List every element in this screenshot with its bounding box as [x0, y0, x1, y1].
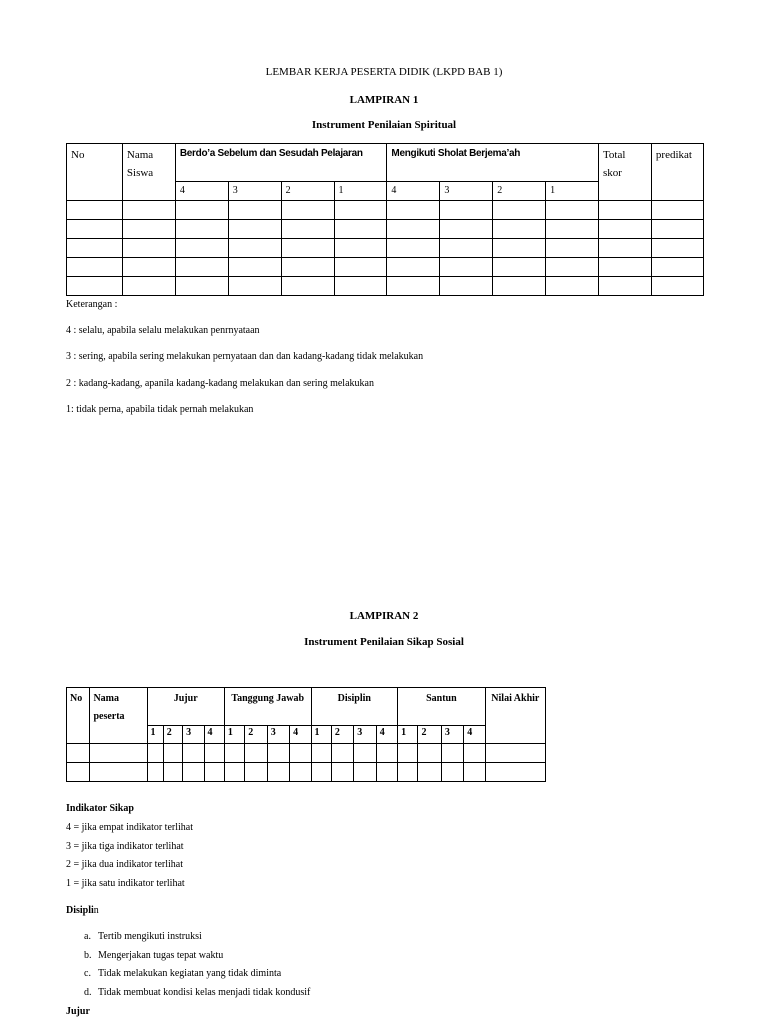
table-cell[interactable] [598, 277, 651, 296]
score-cell: 2 [418, 726, 441, 744]
table-cell[interactable] [387, 258, 440, 277]
table-cell[interactable] [546, 277, 599, 296]
header-nilai-akhir: Nilai Akhir [485, 688, 545, 744]
score-cell: 4 [204, 726, 224, 744]
table-cell[interactable] [598, 201, 651, 220]
table-cell[interactable] [464, 763, 485, 782]
header-total-skor: Total skor [598, 144, 651, 201]
table-row [67, 763, 546, 782]
table-cell[interactable] [267, 763, 289, 782]
table-cell[interactable] [441, 763, 463, 782]
table-cell[interactable] [204, 744, 224, 763]
table-row [67, 201, 704, 220]
table-cell[interactable] [441, 744, 463, 763]
list-marker: c. [84, 968, 91, 979]
table-cell[interactable] [546, 258, 599, 277]
list-text: Tertib mengikuti instruksi [98, 931, 202, 942]
table-cell[interactable] [281, 277, 334, 296]
table-cell[interactable] [546, 239, 599, 258]
score-cell: 4 [175, 182, 228, 201]
table-cell[interactable] [228, 220, 281, 239]
table-cell[interactable] [354, 744, 376, 763]
table-cell[interactable] [281, 258, 334, 277]
table-cell[interactable] [546, 220, 599, 239]
table-cell[interactable] [546, 201, 599, 220]
indikator-item: 1 = jika satu indikator terlihat [66, 878, 185, 889]
jujur-heading: Jujur [66, 1006, 90, 1017]
table-cell[interactable] [334, 239, 387, 258]
table-cell[interactable] [493, 258, 546, 277]
table-cell[interactable] [334, 220, 387, 239]
list-marker: a. [84, 931, 91, 942]
score-cell: 3 [440, 182, 493, 201]
table-cell[interactable] [493, 220, 546, 239]
table-cell[interactable] [183, 763, 204, 782]
score-cell: 2 [163, 726, 182, 744]
table-cell[interactable] [493, 277, 546, 296]
score-cell: 2 [493, 182, 546, 201]
disiplin-heading-bold: Disipli [66, 905, 94, 916]
table-cell[interactable] [90, 744, 147, 763]
table-cell[interactable] [440, 258, 493, 277]
score-cell: 3 [441, 726, 463, 744]
table-cell[interactable] [290, 763, 311, 782]
score-cell: 1 [546, 182, 599, 201]
score-cell: 3 [228, 182, 281, 201]
table-row [67, 744, 546, 763]
table-cell[interactable] [651, 258, 703, 277]
table-cell[interactable] [175, 201, 228, 220]
table-cell[interactable] [224, 763, 244, 782]
table-cell[interactable] [387, 201, 440, 220]
table-cell[interactable] [440, 239, 493, 258]
keterangan-item: 1: tidak perna, apabila tidak pernah melakukan [66, 404, 254, 415]
table-row [67, 258, 704, 277]
table-cell[interactable] [67, 763, 90, 782]
list-marker: b. [84, 950, 92, 961]
score-cell: 1 [398, 726, 418, 744]
table-cell[interactable] [67, 277, 123, 296]
list-item [84, 987, 310, 998]
score-cell: 3 [267, 726, 289, 744]
table-cell[interactable] [598, 239, 651, 258]
disiplin-heading-rest: n [93, 905, 99, 916]
indikator-item: 4 = jika empat indikator terlihat [66, 822, 193, 833]
table-cell[interactable] [122, 239, 175, 258]
header-disiplin: Disiplin [311, 688, 398, 726]
table-cell[interactable] [376, 763, 397, 782]
header-nama-siswa: Nama Siswa [122, 144, 175, 201]
table-cell[interactable] [67, 239, 123, 258]
table-cell[interactable] [163, 763, 182, 782]
keterangan-item: 2 : kadang-kadang, apanila kadang-kadang melakukan dan sering melakukan [66, 378, 374, 389]
lampiran2-subtitle: Instrument Penilaian Sikap Sosial [304, 636, 464, 648]
table-cell[interactable] [228, 239, 281, 258]
table-cell[interactable] [651, 201, 703, 220]
table-cell[interactable] [418, 744, 441, 763]
table-cell[interactable] [398, 763, 418, 782]
document-title: LEMBAR KERJA PESERTA DIDIK (LKPD BAB 1) [265, 66, 503, 78]
table-cell[interactable] [331, 763, 353, 782]
table-cell[interactable] [651, 220, 703, 239]
table-cell[interactable] [485, 763, 545, 782]
table-cell[interactable] [334, 201, 387, 220]
table-cell[interactable] [228, 258, 281, 277]
table-cell[interactable] [651, 277, 703, 296]
list-marker: d. [84, 987, 92, 998]
table-cell[interactable] [651, 239, 703, 258]
table-cell[interactable] [387, 220, 440, 239]
table-cell[interactable] [245, 744, 267, 763]
table-cell[interactable] [163, 744, 182, 763]
table-cell[interactable] [147, 763, 163, 782]
score-cell: 1 [334, 182, 387, 201]
list-item [84, 950, 223, 961]
table-cell[interactable] [598, 258, 651, 277]
list-text: Mengerjakan tugas tepat waktu [98, 950, 224, 961]
table-cell[interactable] [598, 220, 651, 239]
score-cell: 1 [311, 726, 331, 744]
table-cell[interactable] [281, 239, 334, 258]
table-cell[interactable] [122, 201, 175, 220]
header-predikat: predikat [651, 144, 703, 201]
table-cell[interactable] [334, 258, 387, 277]
table-cell[interactable] [67, 744, 90, 763]
score-cell: 1 [147, 726, 163, 744]
table-row [67, 220, 704, 239]
table-cell[interactable] [418, 763, 441, 782]
table-cell[interactable] [440, 220, 493, 239]
score-cell: 4 [290, 726, 311, 744]
table-cell[interactable] [281, 220, 334, 239]
table-cell[interactable] [485, 744, 545, 763]
table-cell[interactable] [311, 744, 331, 763]
table-cell[interactable] [290, 744, 311, 763]
table-cell[interactable] [440, 277, 493, 296]
table-cell[interactable] [376, 744, 397, 763]
header-sholat: Mengikuti Sholat Berjema’ah [387, 144, 599, 182]
table-cell[interactable] [464, 744, 485, 763]
list-text: Tidak membuat kondisi kelas menjadi tidak kondusif [98, 987, 311, 998]
score-cell: 2 [331, 726, 353, 744]
table-cell[interactable] [493, 201, 546, 220]
score-cell: 3 [183, 726, 204, 744]
score-cell: 4 [464, 726, 485, 744]
table-cell[interactable] [334, 277, 387, 296]
table-header-row [67, 144, 704, 182]
table-cell[interactable] [228, 277, 281, 296]
header-no: No [67, 144, 123, 201]
keterangan-item: 3 : sering, apabila sering melakukan pernyataan dan dan kadang-kadang tidak melakukan [66, 351, 424, 362]
table-cell[interactable] [245, 763, 267, 782]
table-cell[interactable] [281, 201, 334, 220]
table-cell[interactable] [122, 220, 175, 239]
table-cell[interactable] [493, 239, 546, 258]
table-cell[interactable] [440, 201, 493, 220]
table-cell[interactable] [175, 239, 228, 258]
table-row [67, 277, 704, 296]
table-cell[interactable] [398, 744, 418, 763]
indikator-title: Indikator Sikap [66, 803, 134, 814]
score-cell: 2 [281, 182, 334, 201]
table-cell[interactable] [67, 201, 123, 220]
header-santun: Santun [398, 688, 486, 726]
lampiran2-label: LAMPIRAN 2 [349, 610, 419, 622]
table-cell[interactable] [67, 258, 123, 277]
table-cell[interactable] [311, 763, 331, 782]
spiritual-assessment-table [66, 143, 704, 296]
list-text: Tidak melakukan kegiatan yang tidak diminta [98, 968, 282, 979]
lampiran1-label: LAMPIRAN 1 [349, 94, 419, 106]
table-cell[interactable] [387, 239, 440, 258]
table-cell[interactable] [354, 763, 376, 782]
disiplin-heading [66, 905, 99, 916]
indikator-item: 3 = jika tiga indikator terlihat [66, 841, 184, 852]
header-jujur: Jujur [147, 688, 224, 726]
table-cell[interactable] [175, 277, 228, 296]
table-cell[interactable] [204, 763, 224, 782]
keterangan-title: Keterangan : [66, 299, 118, 310]
table-cell[interactable] [228, 201, 281, 220]
list-item [84, 968, 281, 979]
score-cell: 4 [387, 182, 440, 201]
lampiran1-subtitle: Instrument Penilaian Spiritual [311, 119, 457, 131]
header-berdoa: Berdo’a Sebelum dan Sesudah Pelajaran [175, 144, 387, 182]
header-nama-peserta: Nama peserta [90, 688, 147, 744]
table-cell[interactable] [183, 744, 204, 763]
table-cell[interactable] [387, 277, 440, 296]
table-cell[interactable] [147, 744, 163, 763]
header-tanggung-jawab: Tanggung Jawab [224, 688, 311, 726]
table-header-row [67, 688, 546, 726]
header-no: No [67, 688, 90, 744]
score-cell: 3 [354, 726, 376, 744]
score-cell: 1 [224, 726, 244, 744]
table-cell[interactable] [224, 744, 244, 763]
table-cell[interactable] [175, 220, 228, 239]
table-cell[interactable] [175, 258, 228, 277]
table-cell[interactable] [331, 744, 353, 763]
table-cell[interactable] [90, 763, 147, 782]
indikator-item: 2 = jika dua indikator terlihat [66, 859, 183, 870]
table-cell[interactable] [67, 220, 123, 239]
score-cell: 2 [245, 726, 267, 744]
social-attitude-table [66, 687, 546, 782]
table-cell[interactable] [122, 258, 175, 277]
keterangan-item: 4 : selalu, apabila selalu melakukan penrnyataan [66, 325, 260, 336]
score-cell: 4 [376, 726, 397, 744]
list-item [84, 931, 202, 942]
table-row [67, 239, 704, 258]
table-cell[interactable] [267, 744, 289, 763]
table-cell[interactable] [122, 277, 175, 296]
